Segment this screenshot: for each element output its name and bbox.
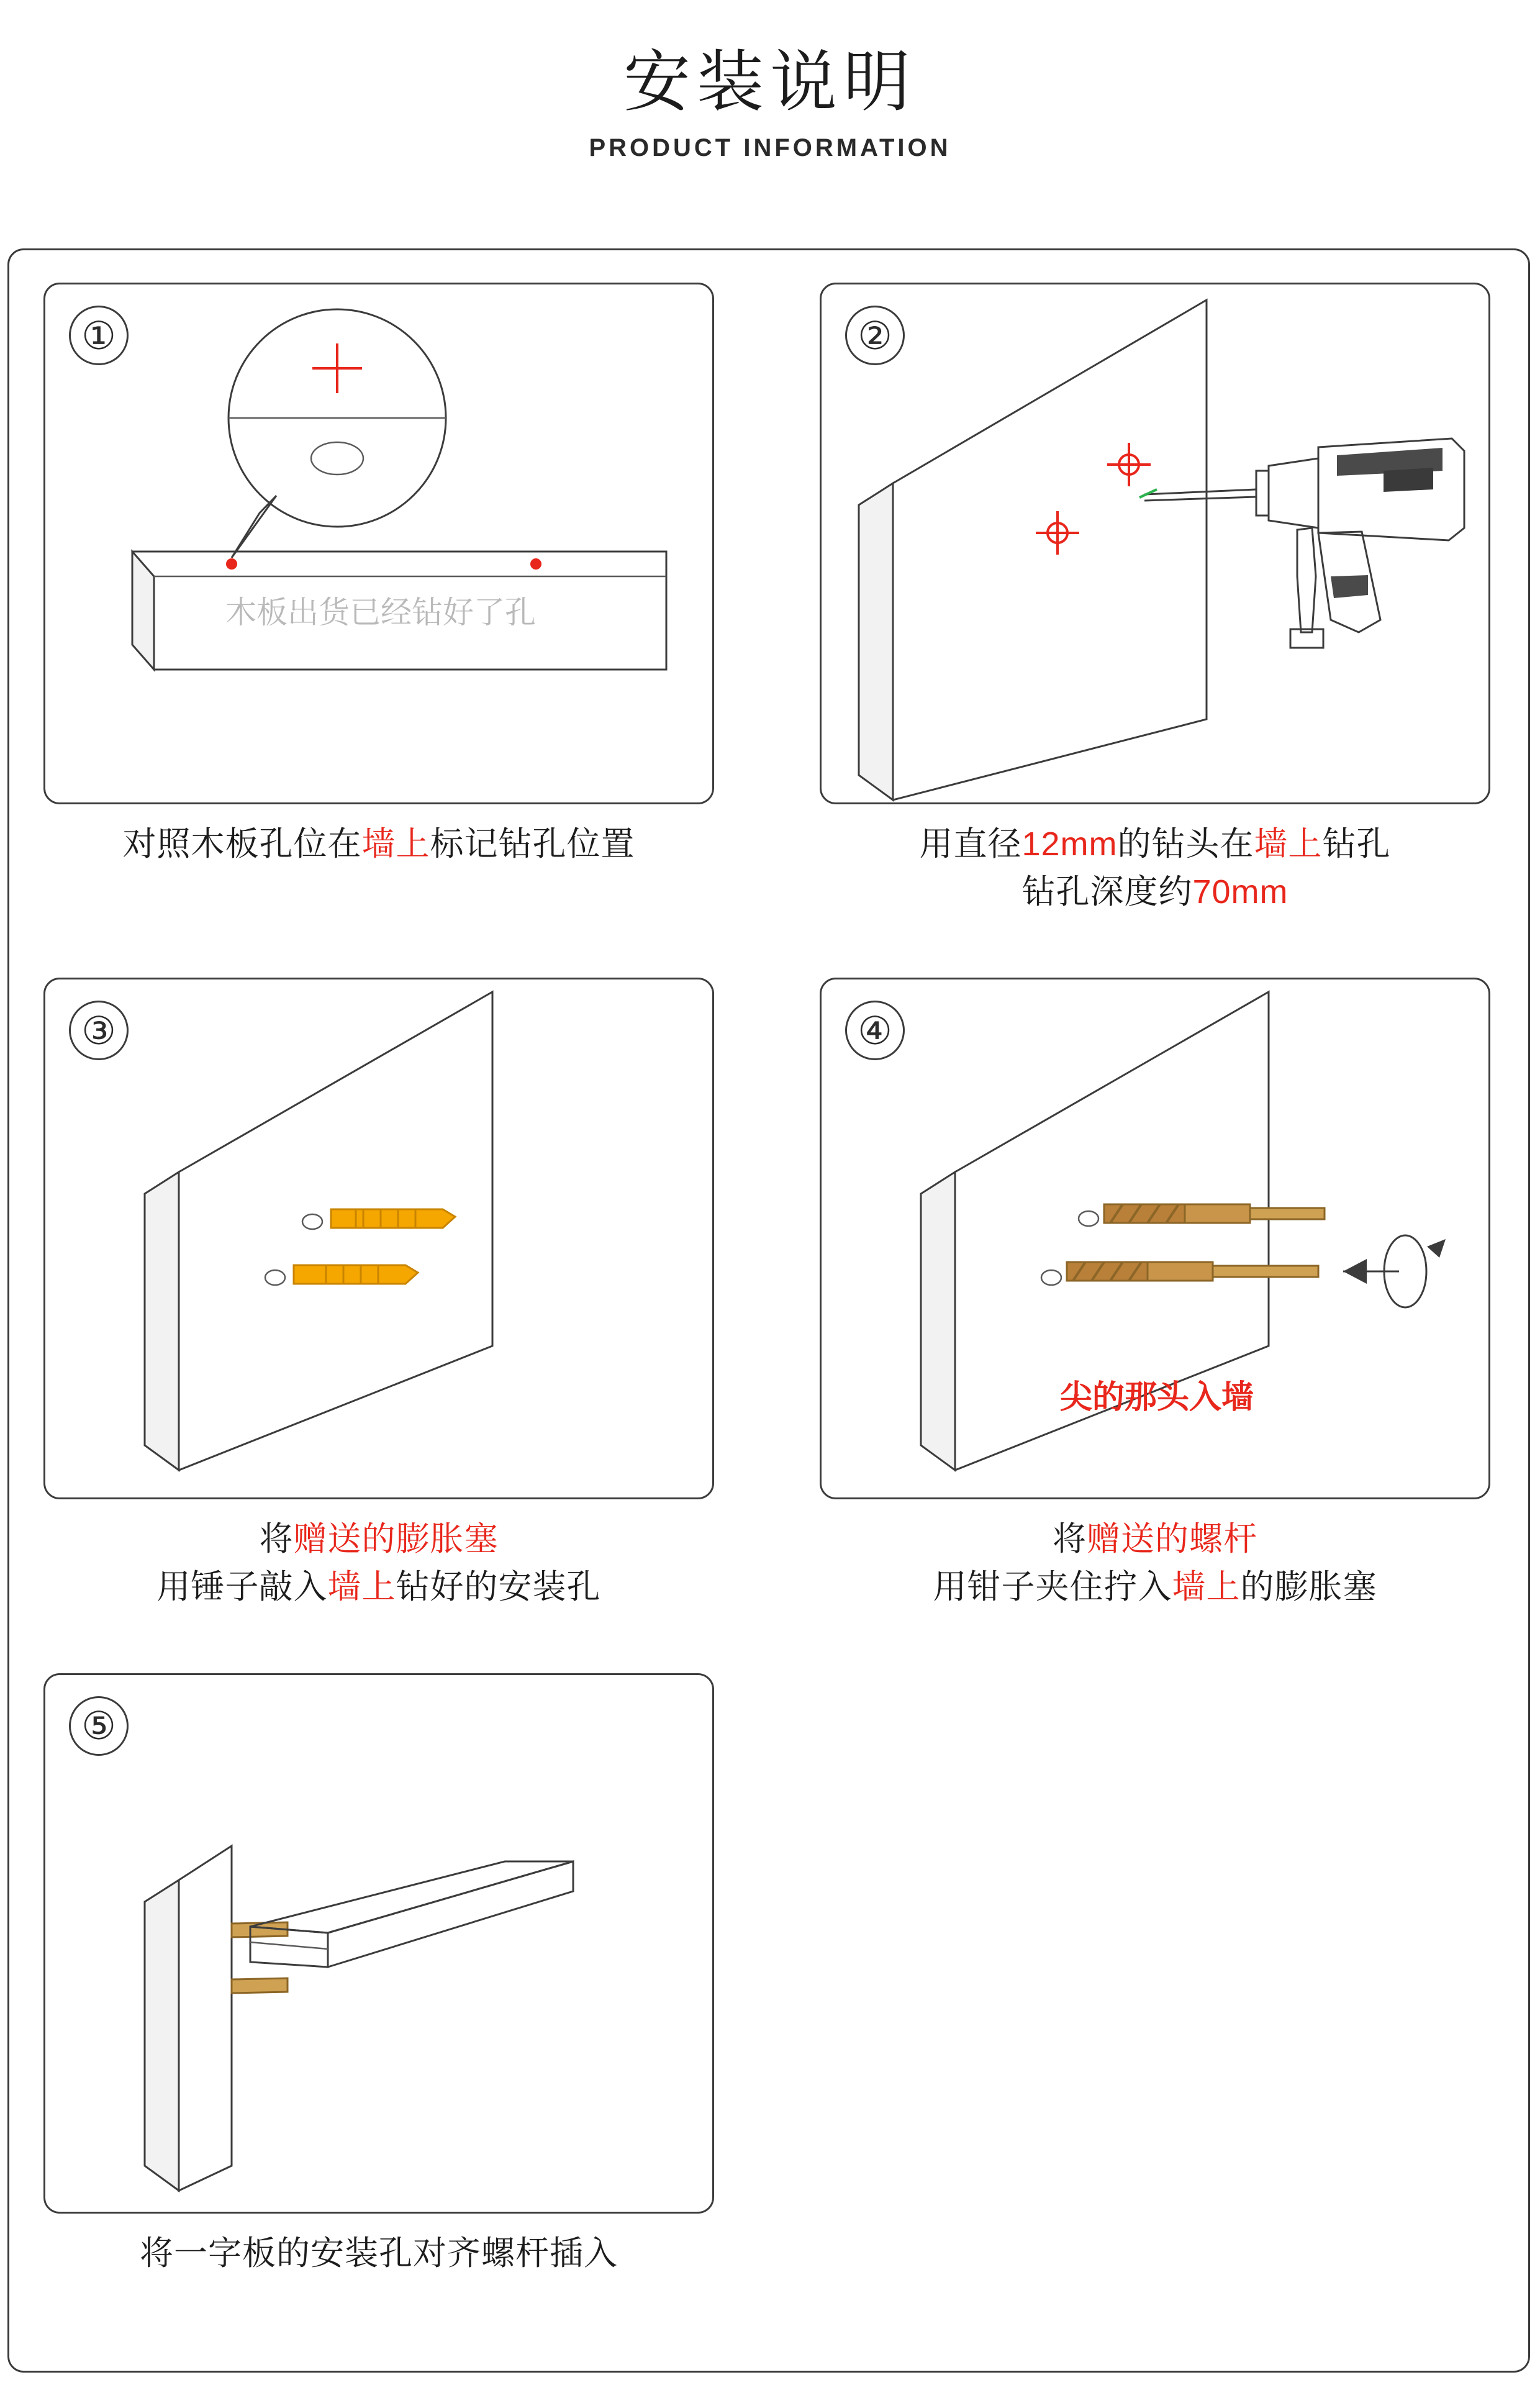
wall-edge xyxy=(145,1172,179,1470)
board-hole-left xyxy=(226,558,237,570)
step-2-caption-p2: 的钻头在 xyxy=(1117,825,1254,863)
step-3-caption-p0: 将 xyxy=(259,1520,294,1558)
step-1-caption-p0: 对照木板孔位在 xyxy=(122,825,362,863)
step-1 xyxy=(43,283,714,915)
step-3-caption-p1: 赠送的膨胀塞 xyxy=(293,1520,499,1558)
step-2-illustration xyxy=(820,283,1490,804)
step-5-caption-p0: 将一字板的安装孔对齐螺杆插入 xyxy=(140,2234,618,2272)
step-5-drawing xyxy=(45,1675,714,2214)
step-3-drawing xyxy=(45,979,714,1499)
step-3-caption-p4: 墙上 xyxy=(327,1568,396,1606)
page-title-en: PRODUCT INFORMATION xyxy=(589,134,951,162)
step-2-caption-p3: 墙上 xyxy=(1254,825,1323,863)
step-5-number: ⑤ xyxy=(69,1696,129,1756)
wall-edge xyxy=(921,1172,955,1470)
shelf-board-icon xyxy=(250,1861,573,1967)
step-4-caption-p3: 用钳子夹住拧入 xyxy=(933,1568,1172,1606)
steps-grid xyxy=(43,283,1497,2302)
step-1-illustration xyxy=(43,283,714,804)
step-3-caption-p5: 钻好的安装孔 xyxy=(396,1568,601,1606)
step-2 xyxy=(820,283,1490,915)
step-1-number: ① xyxy=(69,306,129,365)
step-1-board-label: 木板出货已经钻好了孔 xyxy=(225,595,536,630)
steps-row-2 xyxy=(43,978,1497,1635)
step-2-caption-p0: 用直径 xyxy=(919,825,1022,863)
step-placeholder xyxy=(820,1673,1490,2278)
step-4-drawing xyxy=(822,979,1490,1499)
step-3 xyxy=(43,978,714,1610)
step-5-illustration xyxy=(43,1673,714,2214)
step-4-number: ④ xyxy=(845,1001,905,1060)
step-2-caption-p1: 12mm xyxy=(1021,825,1118,863)
step-4-caption-p0: 将 xyxy=(1053,1520,1087,1558)
board-hole-right xyxy=(530,558,541,570)
step-1-caption xyxy=(43,820,714,868)
wall-surface xyxy=(179,1846,232,2191)
step-2-drawing xyxy=(822,284,1490,804)
steps-row-1 xyxy=(43,283,1497,940)
step-3-caption-p3: 用锤子敲入 xyxy=(156,1568,328,1606)
step-1-caption-p1: 墙上 xyxy=(361,825,430,863)
step-4 xyxy=(820,978,1490,1610)
wall-edge xyxy=(859,483,893,800)
page-title-cn: 安装说明 xyxy=(623,44,917,119)
wall-edge xyxy=(145,1880,179,2191)
step-5 xyxy=(43,1673,714,2278)
steps-row-3 xyxy=(43,1673,1497,2302)
step-2-caption-p7: 70mm xyxy=(1192,873,1289,911)
step-4-caption-p1: 赠送的螺杆 xyxy=(1087,1520,1257,1558)
step-3-illustration xyxy=(43,978,714,1499)
step-2-caption-p4: 钻孔 xyxy=(1322,825,1391,863)
step-4-illustration xyxy=(820,978,1490,1499)
wall-surface xyxy=(893,300,1207,800)
step-2-caption xyxy=(820,820,1490,915)
step-3-caption xyxy=(43,1515,714,1610)
page-header xyxy=(0,0,1540,162)
step-4-caption-p4: 墙上 xyxy=(1172,1568,1241,1606)
power-drill-icon xyxy=(1256,438,1464,648)
step-4-caption xyxy=(820,1515,1490,1610)
step-1-drawing xyxy=(45,284,714,804)
wall-surface xyxy=(179,992,492,1470)
step-4-note: 尖的那头入墙 xyxy=(1059,1379,1254,1416)
step-5-caption xyxy=(43,2230,714,2278)
step-2-caption-p6: 钻孔深度约 xyxy=(1021,873,1193,911)
step-3-number: ③ xyxy=(69,1001,129,1060)
step-1-caption-p2: 标记钻孔位置 xyxy=(430,825,635,863)
step-4-caption-p5: 的膨胀塞 xyxy=(1240,1568,1377,1606)
rotation-arrow-icon xyxy=(1343,1235,1446,1307)
step-2-number: ② xyxy=(845,306,905,365)
screw-rod-icon xyxy=(232,1922,288,1993)
